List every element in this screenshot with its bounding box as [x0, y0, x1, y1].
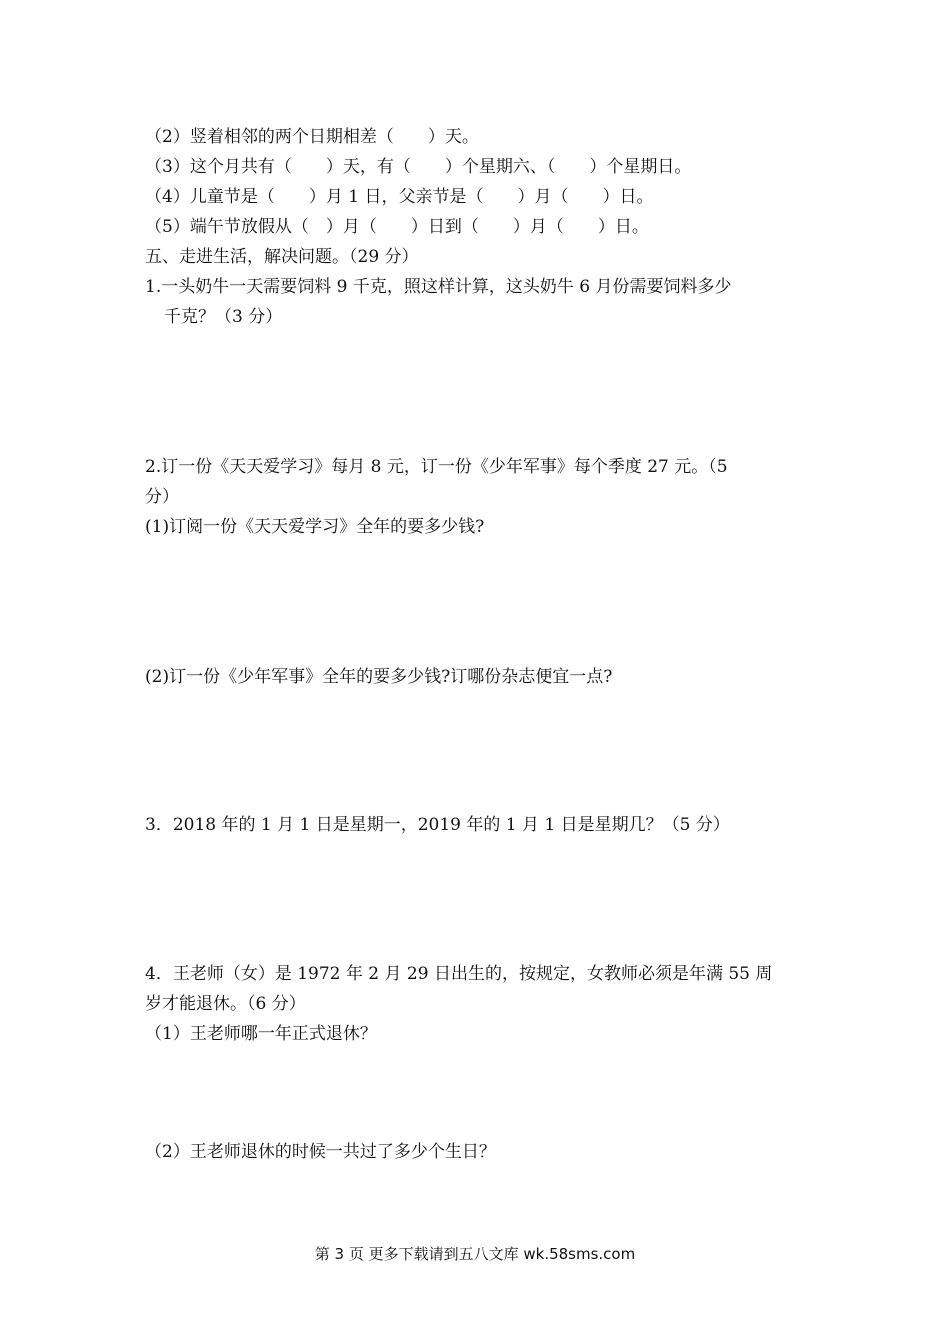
problem-2-sub-1: (1)订阅一份《天天爱学习》全年的要多少钱? — [145, 517, 485, 537]
problem-2-line-2: 分） — [145, 487, 179, 507]
question-4-5: （5）端午节放假从（ ）月（ ）日到（ ）月（ ）日。 — [145, 217, 649, 237]
section-5-heading: 五、走进生活，解决问题。（29 分） — [145, 247, 419, 267]
problem-4-line-2: 岁才能退休。（6 分） — [145, 994, 306, 1014]
problem-2-line-1: 2.订一份《天天爱学习》每月 8 元，订一份《少年军事》每个季度 27 元。（5 — [145, 457, 728, 477]
question-4-2: （2）竖着相邻的两个日期相差（ ）天。 — [145, 127, 479, 147]
problem-4-sub-2: （2）王老师退休的时候一共过了多少个生日？ — [145, 1142, 496, 1162]
page-footer: 第 3 页 更多下载请到五八文库 wk.58sms.com — [314, 1245, 636, 1263]
problem-1-line-2: 千克？（3 分） — [164, 307, 283, 327]
question-4-4: （4）儿童节是（ ）月 1 日，父亲节是（ ）月（ ）日。 — [145, 187, 654, 207]
problem-4-sub-1: （1）王老师哪一年正式退休？ — [145, 1024, 377, 1044]
problem-4-line-1: 4．王老师（女）是 1972 年 2 月 29 日出生的，按规定，女教师必须是年满 55 周 — [145, 964, 773, 984]
problem-2-sub-2: (2)订一份《少年军事》全年的要多少钱?订哪份杂志便宜一点? — [145, 667, 613, 687]
problem-1-line-1: 1.一头奶牛一天需要饲料 9 千克，照这样计算，这头奶牛 6 月份需要饲料多少 — [145, 277, 732, 297]
question-4-3: （3）这个月共有（ ）天，有（ ）个星期六、（ ）个星期日。 — [145, 157, 692, 177]
problem-3: 3．2018 年的 1 月 1 日是星期一，2019 年的 1 月 1 日是星期几？（5 分） — [145, 815, 730, 835]
